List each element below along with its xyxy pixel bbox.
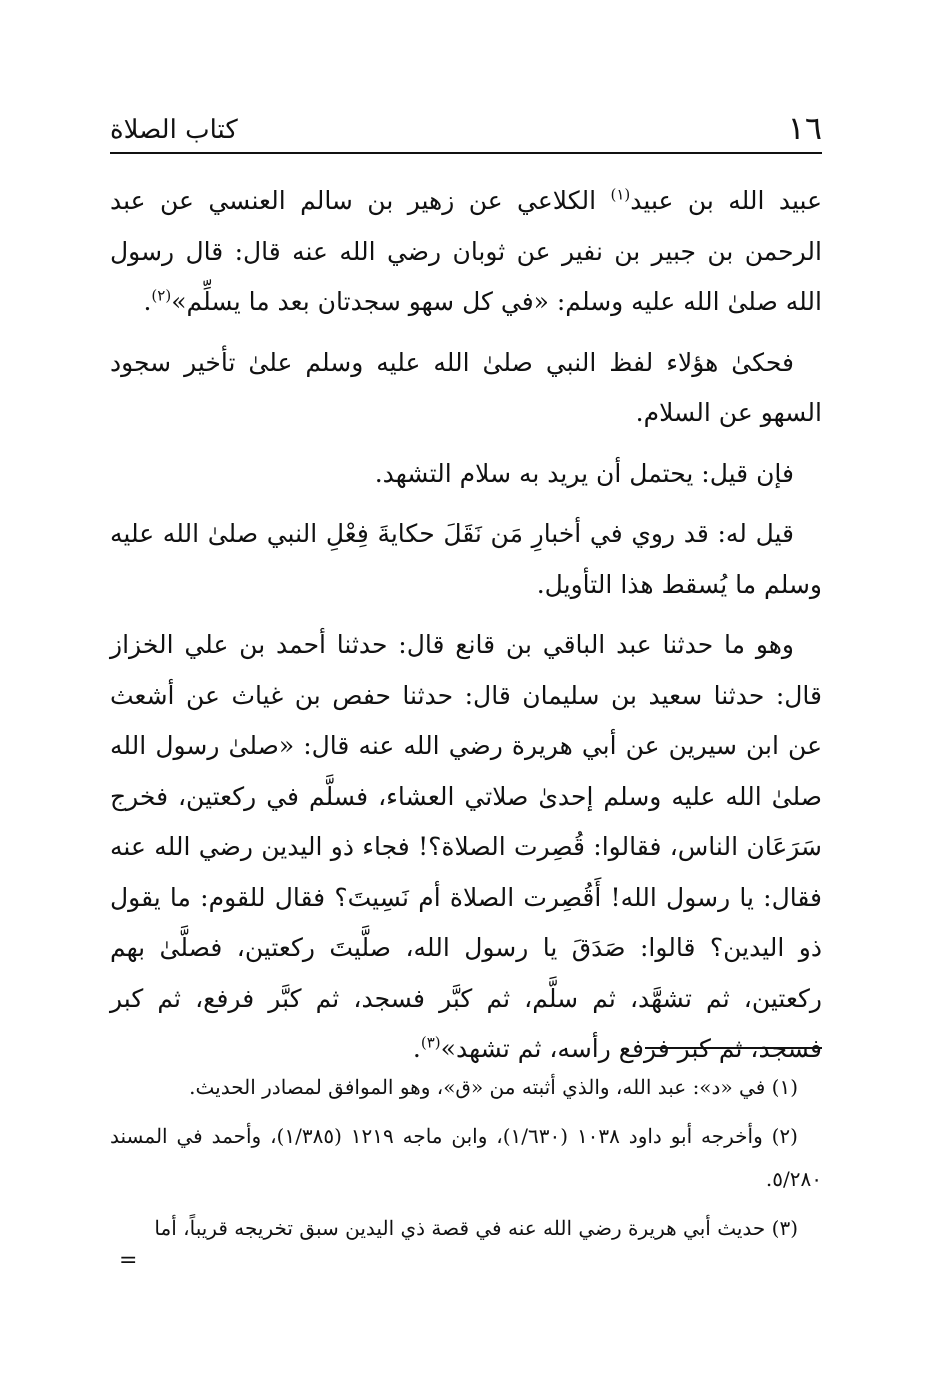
paragraph-1-part-b: الكلاعي عن زهير بن سالم العنسي عن عبد الرحمن بن جبير بن نفير عن ثوبان رضي الله عنه قال: قال رسول الله صلىٰ الله عليه وسلم: «في كل سهو سجدتان بعد ما يسلِّم» bbox=[110, 186, 822, 316]
footnote-3: (٣) حديث أبي هريرة رضي الله عنه في قصة ذي اليدين سبق تخريجه قريباً، أما bbox=[154, 1216, 798, 1240]
paragraph-4: قيل له: قد روي في أخبارِ مَن نَقَلَ حكايةَ فِعْلِ النبي صلىٰ الله عليه وسلم ما يُسقط هذا التأويل. bbox=[110, 519, 822, 599]
footnote-2: (٢) وأخرجه أبو داود ١٠٣٨ (١/٦٣٠)، وابن ماجه ١٢١٩ (١/٣٨٥)، وأحمد في المسند ٥/٢٨٠. bbox=[110, 1124, 822, 1191]
header-rule bbox=[110, 152, 822, 154]
footnote-1: (١) في «د»: عبد الله، والذي أثبته من «ق»، وهو الموافق لمصادر الحديث. bbox=[189, 1075, 798, 1099]
page-header bbox=[110, 104, 822, 152]
footnotes bbox=[110, 1066, 822, 1250]
page-number: ١٦ bbox=[787, 109, 822, 147]
footnote-ref-3: (٣) bbox=[420, 1033, 441, 1052]
paragraph-5-end: . bbox=[412, 1034, 421, 1063]
continuation-mark: = bbox=[119, 1248, 138, 1273]
paragraph-1-part-c: . bbox=[143, 287, 152, 316]
footnote-ref-1: (١) bbox=[610, 185, 631, 204]
paragraph-3: فإن قيل: يحتمل أن يريد به سلام التشهد. bbox=[374, 458, 794, 488]
running-title: كتاب الصلاة bbox=[110, 115, 238, 145]
footnote-rule bbox=[645, 1047, 822, 1049]
footnote-ref-2: (٢) bbox=[151, 286, 172, 305]
paragraph-2: فحكىٰ هؤلاء لفظ النبي صلىٰ الله عليه وسلم علىٰ تأخير سجود السهو عن السلام. bbox=[110, 347, 822, 427]
paragraph-5-text: وهو ما حدثنا عبد الباقي بن قانع قال: حدثنا أحمد بن علي الخزاز قال: حدثنا سعيد بن سليمان قال: حدثنا حفص بن غياث عن أشعث عن ابن سيرين عن أبي هريرة رضي الله عنه قال: «صلىٰ رسول الله صلىٰ الله عليه وسلم إحدىٰ صلاتي العشاء، فسلَّم في ركعتين، فخرج سَرَعَان الناس، فقالوا: قُصِرت الصلاة؟! فجاء ذو اليدين رضي الله عنه فقال: يا رسول الله! أَقُصِرت الصلاة أم نَسِيتَ؟ فقال للقوم: ما يقول ذو اليدين؟ قالوا: صَدَقَ يا رسول الله، صلَّيتَ ركعتين، فصلَّىٰ بهم ركعتين، ثم تشهَّد، ثم سلَّم، ثم كبَّر فسجد، ثم كبَّر فرفع، ثم كبر فسجد، ثم كبر فرفع رأسه، ثم تشهد» bbox=[110, 630, 822, 1063]
paragraph-5 bbox=[110, 620, 822, 1075]
paragraph-1-part-a: عبيد الله بن عبيد bbox=[630, 186, 822, 215]
main-text bbox=[110, 176, 822, 1075]
paragraph-1 bbox=[110, 176, 822, 328]
